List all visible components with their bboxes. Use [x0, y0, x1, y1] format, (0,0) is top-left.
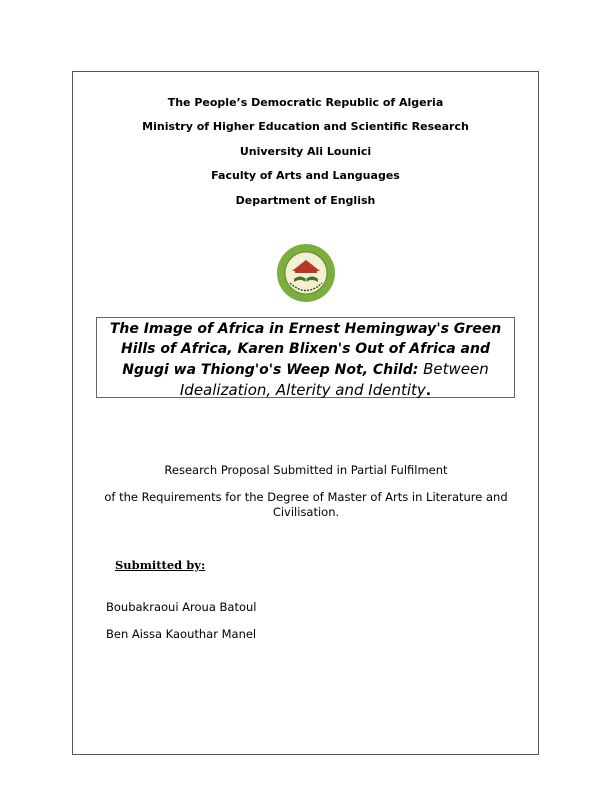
author-1: Boubakraoui Aroua Batoul [106, 600, 257, 614]
title-subtitle-end: Idealization, Alterity and Identity [179, 381, 426, 399]
proposal-line-1: Research Proposal Submitted in Partial Fulfilment [164, 463, 448, 477]
thesis-title-box [96, 317, 515, 398]
university-heading: University Ali Lounici [239, 145, 372, 158]
proposal-line-2: of the Requirements for the Degree of Master of Arts in Literature and Civilisation. [104, 490, 508, 519]
university-seal-icon [276, 243, 336, 303]
title-line-2: Hills of Africa, Karen Blixen's Out of Africa and [121, 341, 490, 357]
ministry-heading: Ministry of Higher Education and Scientific Research [142, 120, 469, 133]
title-period: . [425, 383, 432, 399]
faculty-heading: Faculty of Arts and Languages [211, 169, 400, 182]
title-subtitle-start: Between [418, 360, 489, 378]
title-line-3: Ngugi wa Thiong'o's Weep Not, Child: [122, 362, 419, 378]
title-line-1: The Image of Africa in Ernest Hemingway's Green [109, 321, 502, 337]
author-2: Ben Aissa Kaouthar Manel [106, 627, 257, 641]
department-heading: Department of English [235, 194, 376, 207]
country-heading: The People’s Democratic Republic of Algeria [167, 96, 444, 109]
submitted-by-label: Submitted by: [115, 558, 206, 572]
